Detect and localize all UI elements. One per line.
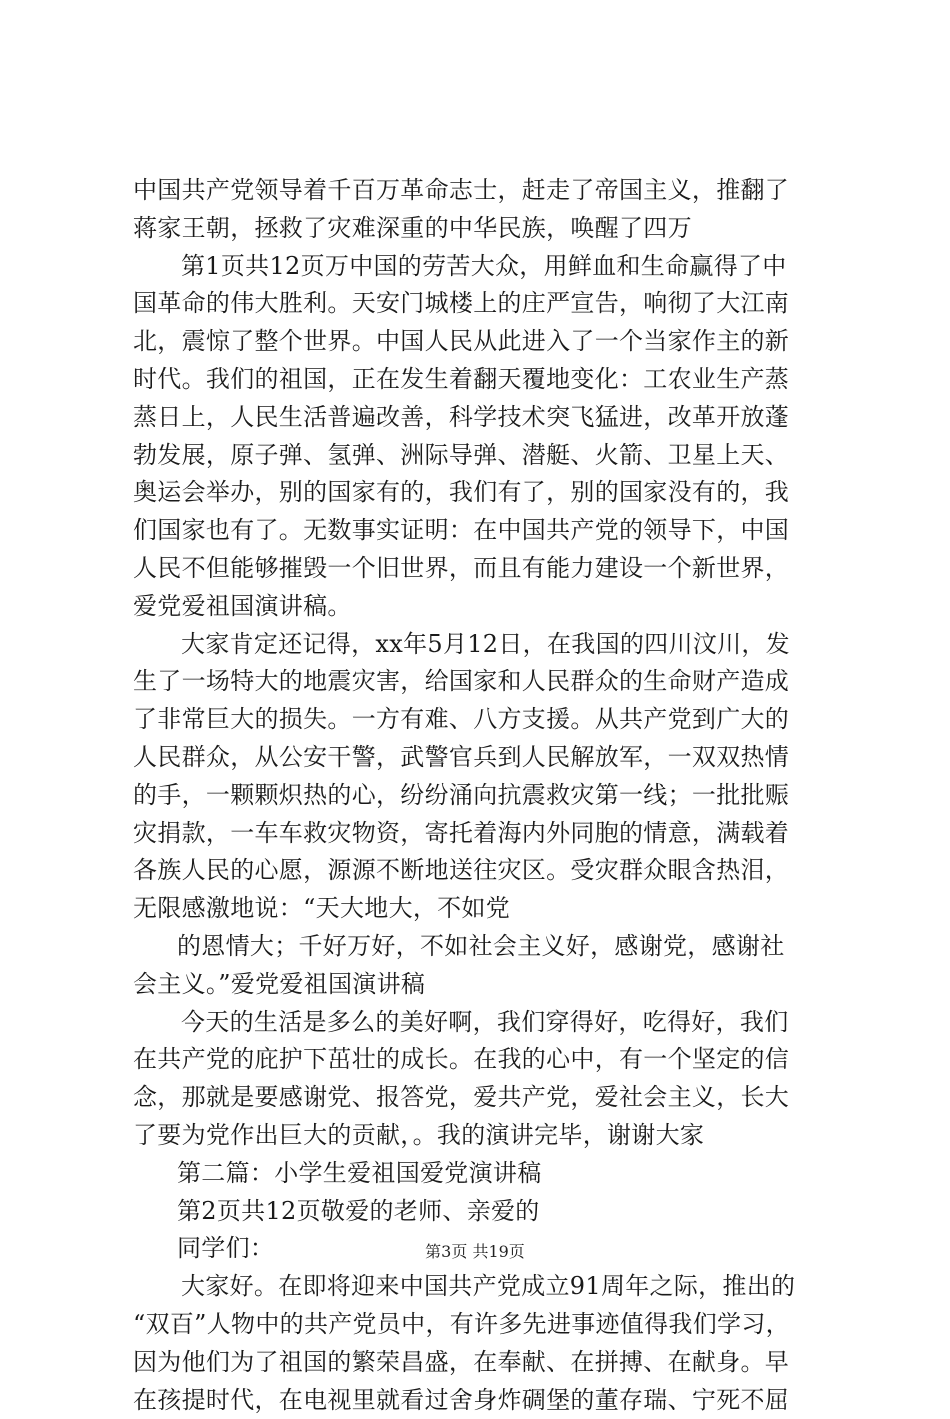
text-line: 奥运会举办，别的国家有的，我们有了，别的国家没有的，我 [133, 474, 833, 512]
text-line: 蒋家王朝，拯救了灾难深重的中华民族，唤醒了四万 [133, 210, 833, 248]
text-line: 人民不但能够摧毁一个旧世界，而且有能力建设一个新世界， [133, 550, 833, 588]
text-line: 了非常巨大的损失。一方有难、八方支援。从共产党到广大的 [133, 701, 833, 739]
page-number-footer: 第3页 共19页 [0, 1242, 950, 1262]
text-line: 了要为党作出巨大的贡献，。我的演讲完毕，谢谢大家 [133, 1117, 833, 1155]
text-line: 爱党爱祖国演讲稿。 [133, 588, 833, 626]
section-heading: 第二篇：小学生爱祖国爱党演讲稿 [133, 1155, 833, 1193]
text-line: 勃发展，原子弹、氢弹、洲际导弹、潜艇、火箭、卫星上天、 [133, 437, 833, 475]
text-line: 灾捐款，一车车救灾物资，寄托着海内外同胞的情意，满载着 [133, 815, 833, 853]
text-line: 人民群众，从公安干警，武警官兵到人民解放军，一双双热情 [133, 739, 833, 777]
text-line: 生了一场特大的地震灾害，给国家和人民群众的生命财产造成 [133, 663, 833, 701]
text-line: 国革命的伟大胜利。天安门城楼上的庄严宣告，响彻了大江南 [133, 285, 833, 323]
text-line: 无限感激地说：“天大地大，不如党 [133, 890, 833, 928]
text-line: 在共产党的庇护下茁壮的成长。在我的心中，有一个坚定的信 [133, 1041, 833, 1079]
text-line: 大家好。在即将迎来中国共产党成立91周年之际，推出的 [133, 1268, 833, 1306]
body-text [133, 172, 833, 1419]
text-line: 各族人民的心愿，源源不断地送往灾区。受灾群众眼含热泪， [133, 852, 833, 890]
text-line: 会主义。”爱党爱祖国演讲稿 [133, 966, 833, 1004]
text-line: 北，震惊了整个世界。中国人民从此进入了一个当家作主的新 [133, 323, 833, 361]
text-line: 时代。我们的祖国，正在发生着翻天覆地变化：工农业生产蒸 [133, 361, 833, 399]
text-line: 的恩情大；千好万好，不如社会主义好，感谢党，感谢社 [133, 928, 833, 966]
text-line: 中国共产党领导着千百万革命志士，赶走了帝国主义，推翻了 [133, 172, 833, 210]
text-line: 第1页共12页万中国的劳苦大众，用鲜血和生命赢得了中 [133, 248, 833, 286]
text-line: 们国家也有了。无数事实证明：在中国共产党的领导下，中国 [133, 512, 833, 550]
text-line: 因为他们为了祖国的繁荣昌盛，在奉献、在拼搏、在献身。早 [133, 1344, 833, 1382]
text-line: 同学们： [133, 1230, 833, 1268]
text-line: 念，那就是要感谢党、报答党，爱共产党，爱社会主义，长大 [133, 1079, 833, 1117]
text-line: 在孩提时代，在电视里就看过舍身炸碉堡的董存瑞、宁死不屈 [133, 1382, 833, 1419]
text-line: 蒸日上，人民生活普遍改善，科学技术突飞猛进，改革开放蓬 [133, 399, 833, 437]
text-line: 的手，一颗颗炽热的心，纷纷涌向抗震救灾第一线；一批批赈 [133, 777, 833, 815]
text-line: 今天的生活是多么的美好啊，我们穿得好，吃得好，我们 [133, 1004, 833, 1042]
text-line: 第2页共12页敬爱的老师、亲爱的 [133, 1193, 833, 1231]
text-line: 大家肯定还记得，xx年5月12日，在我国的四川汶川，发 [133, 626, 833, 664]
text-line: “双百”人物中的共产党员中，有许多先进事迹值得我们学习， [133, 1306, 833, 1344]
